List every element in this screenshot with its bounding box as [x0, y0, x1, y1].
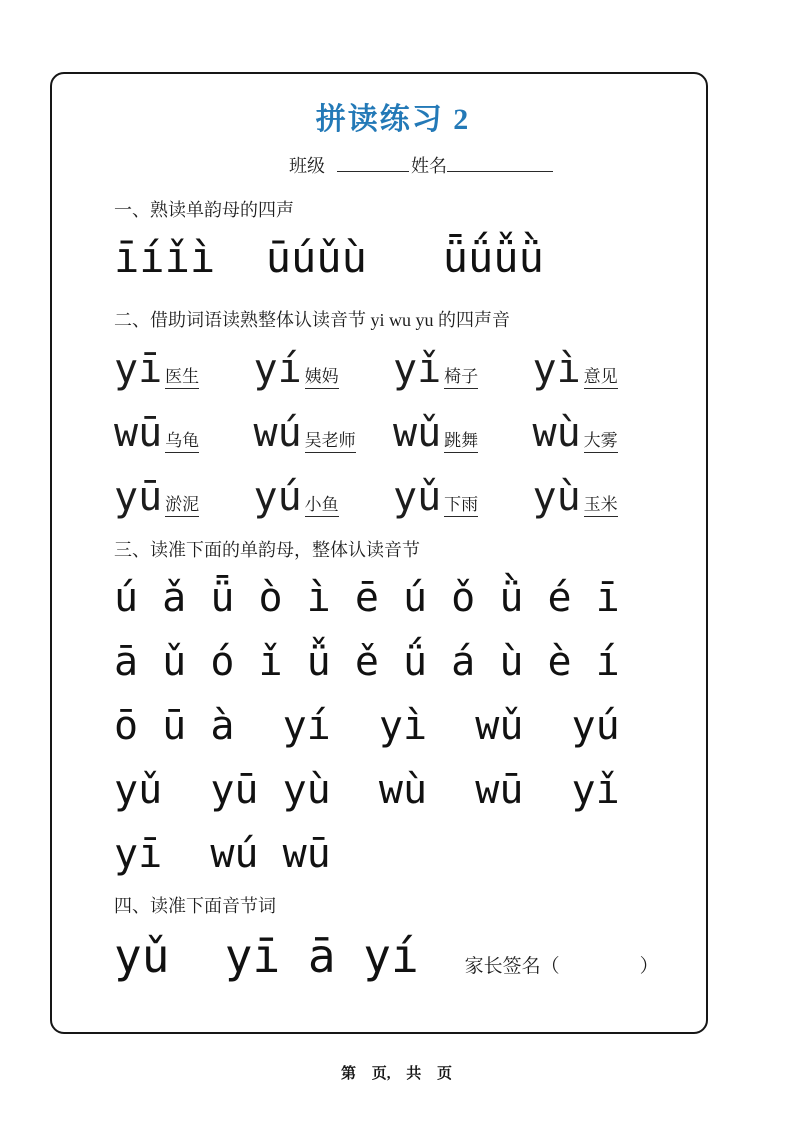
- pinyin-syllable: wù: [532, 410, 581, 456]
- section3-pinyin-row: yī wú wū: [114, 831, 331, 877]
- class-name-line: [114, 152, 672, 178]
- class-blank-line: [337, 152, 409, 172]
- word-annotation: 姨妈: [305, 362, 339, 389]
- section4-row: [114, 928, 672, 984]
- word-annotation: 乌龟: [165, 426, 199, 453]
- word-item: [114, 476, 254, 518]
- word-annotation: 大雾: [584, 426, 618, 453]
- word-item: [533, 348, 673, 390]
- section3-pinyin-row: ō ū à yí yì wǔ yú: [114, 703, 620, 749]
- word-item: [393, 348, 533, 390]
- word-item: [393, 412, 533, 454]
- word-annotation: 玉米: [584, 490, 618, 517]
- section2-row-wu: [114, 412, 672, 460]
- word-annotation: 医生: [165, 362, 199, 389]
- section1-heading: 一、熟读单韵母的四声: [114, 200, 294, 220]
- pinyin-syllable: yì: [532, 346, 581, 392]
- section2-row-yu: [114, 476, 672, 524]
- word-item: [254, 412, 394, 454]
- word-annotation: 意见: [584, 362, 618, 389]
- pinyin-syllable: yī: [114, 346, 163, 392]
- name-blank-line: [447, 152, 553, 172]
- word-item: [533, 476, 673, 518]
- section2-heading: 二、借助词语读熟整体认读音节 yi wu yu 的四声音: [114, 310, 510, 330]
- word-item: [533, 412, 673, 454]
- section3-pinyin-block: [114, 566, 672, 886]
- section2-row-yi: [114, 348, 672, 396]
- page-title: 拼读练习 2: [315, 103, 471, 136]
- word-item: [254, 476, 394, 518]
- parent-signature-line: [465, 951, 659, 978]
- section3-pinyin-row: yǔ yū yù wù wū yǐ: [114, 767, 620, 813]
- pinyin-syllable: wú: [253, 410, 302, 456]
- word-annotation: 椅子: [444, 362, 478, 389]
- name-label: 姓名: [411, 156, 447, 176]
- pinyin-syllable: yū: [114, 474, 163, 520]
- pinyin-syllable: wū: [114, 410, 163, 456]
- word-annotation: 下雨: [444, 490, 478, 517]
- section1-pinyin-row: īíǐì ūúǔù ǖǘǚǜ: [114, 233, 544, 282]
- word-annotation: 淤泥: [165, 490, 199, 517]
- section3-pinyin-row: ú ǎ ǖ ò ì ē ú ǒ ǜ é ī: [114, 575, 620, 621]
- section3-pinyin-row: ā ǔ ó ǐ ǚ ě ǘ á ù è í: [114, 639, 620, 685]
- word-item: [254, 348, 394, 390]
- pinyin-syllable: yǐ: [393, 346, 442, 392]
- section3-heading: 三、读准下面的单韵母，整体认读音节: [114, 540, 420, 560]
- word-item: [114, 348, 254, 390]
- page-footer: 第 页, 共 页: [340, 1066, 452, 1082]
- signature-label: 家长签名（: [464, 956, 560, 977]
- signature-close-paren: ）: [639, 956, 659, 977]
- pinyin-syllable: wǔ: [393, 410, 442, 456]
- pinyin-syllable: yù: [532, 474, 581, 520]
- section4-heading: 四、读准下面音节词: [114, 896, 276, 916]
- pinyin-syllable: yí: [253, 346, 302, 392]
- class-label: 班级: [289, 156, 325, 176]
- worksheet-page: [50, 72, 708, 1034]
- word-annotation: 跳舞: [444, 426, 478, 453]
- pinyin-syllable: yú: [253, 474, 302, 520]
- word-annotation: 吴老师: [305, 426, 356, 453]
- word-item: [393, 476, 533, 518]
- pinyin-syllable: yǔ: [393, 474, 442, 520]
- section4-pinyin-row: yǔ yī ā yí: [114, 929, 419, 983]
- word-annotation: 小鱼: [305, 490, 339, 517]
- word-item: [114, 412, 254, 454]
